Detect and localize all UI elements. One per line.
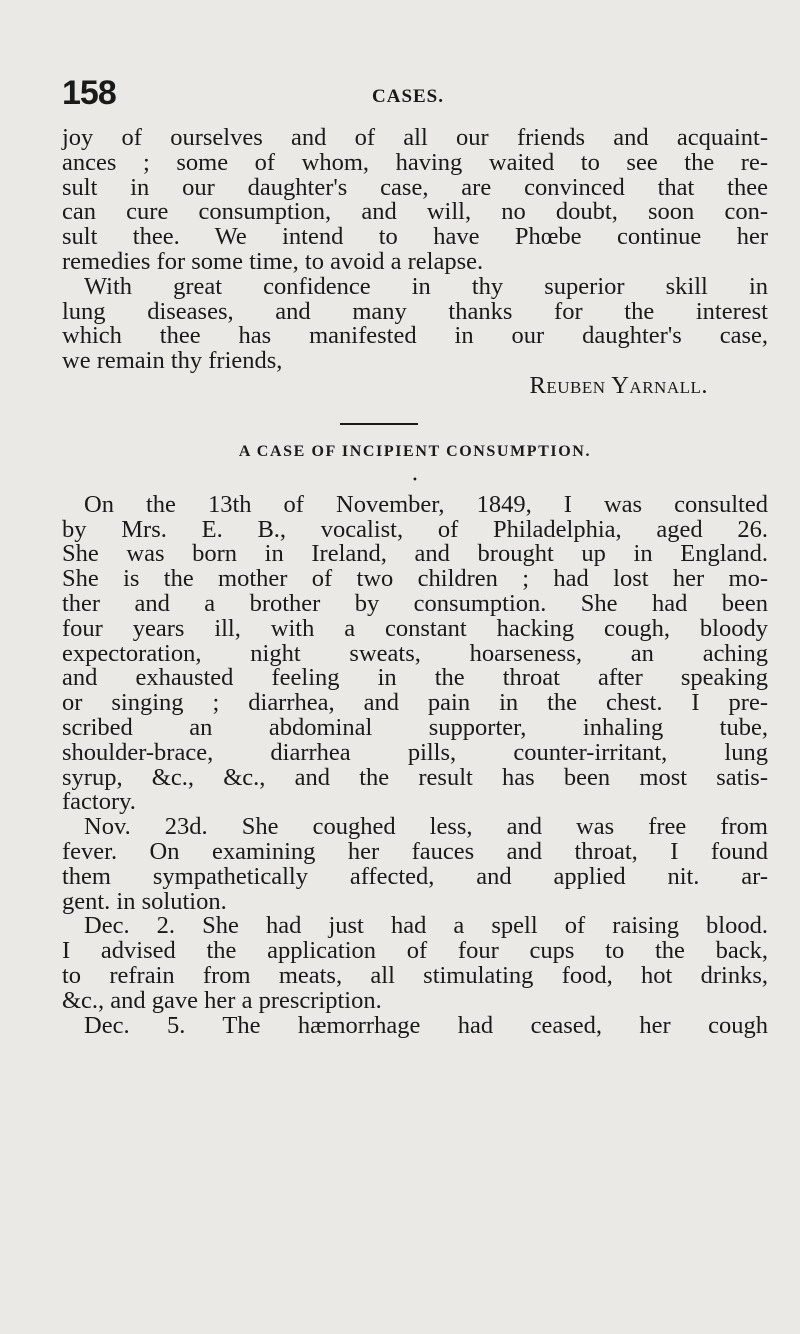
text-line: which thee has manifested in our daughter's case,	[62, 322, 768, 350]
text-line: &c., and gave her a prescription.	[62, 986, 382, 1014]
text-line: fever. On examining her fauces and throat, I found	[62, 837, 768, 865]
text-line: She is the mother of two children ; had lost her mo-	[62, 565, 768, 593]
text-line: gent. in solution.	[62, 887, 227, 915]
text-line: ther and a brother by consumption. She had been	[62, 589, 768, 617]
text-block	[62, 126, 768, 1038]
page-header	[62, 74, 762, 114]
text-line: sult in our daughter's case, are convinced that thee	[62, 173, 768, 201]
text-line: With great confidence in thy superior skill in	[84, 272, 768, 300]
text-line: lung diseases, and many thanks for the interest	[62, 297, 768, 325]
signature: Reuben Yarnall.	[529, 371, 708, 399]
text-line: to refrain from meats, all stimulating food, hot drinks,	[62, 961, 768, 989]
page-number: 158	[62, 74, 116, 112]
text-line: four years ill, with a constant hacking cough, bloody	[62, 614, 768, 642]
case-report	[62, 490, 768, 1039]
text-line: expectoration, night sweats, hoarseness, an aching	[62, 639, 768, 667]
text-line: shoulder-brace, diarrhea pills, counter-irritant, lung	[62, 738, 768, 766]
text-line: sult thee. We intend to have Phœbe continue her	[62, 223, 768, 251]
text-line: ances ; some of whom, having waited to see the re-	[62, 148, 768, 176]
text-line: remedies for some time, to avoid a relapse.	[62, 247, 484, 275]
section-divider	[340, 423, 418, 425]
text-line: syrup, &c., &c., and the result has been most satis-	[62, 763, 768, 791]
text-line: Dec. 2. She had just had a spell of raising blood.	[84, 912, 768, 940]
bullet-mark: •	[412, 474, 418, 486]
text-line: I advised the application of four cups to the back,	[62, 937, 768, 965]
text-line: factory.	[62, 788, 136, 816]
text-line: She was born in Ireland, and brought up in England.	[62, 540, 768, 568]
text-line: and exhausted feeling in the throat after speaking	[62, 664, 768, 692]
text-line: can cure consumption, and will, no doubt, soon con-	[62, 198, 768, 226]
text-line: them sympathetically affected, and applied nit. ar-	[62, 862, 768, 890]
section-title: A CASE OF INCIPIENT CONSUMPTION.	[238, 442, 592, 460]
text-line: joy of ourselves and of all our friends and acquaint-	[62, 124, 768, 151]
text-line: scribed an abdominal supporter, inhaling tube,	[62, 713, 768, 741]
text-line: On the 13th of November, 1849, I was consulted	[84, 490, 768, 518]
running-head: CASES.	[372, 86, 444, 107]
text-line: by Mrs. E. B., vocalist, of Philadelphia, aged 26.	[62, 515, 768, 543]
text-line: Nov. 23d. She coughed less, and was free from	[84, 813, 768, 841]
text-line: we remain thy friends,	[62, 347, 283, 375]
text-line: or singing ; diarrhea, and pain in the chest. I pre-	[62, 689, 768, 717]
letter-closing	[62, 126, 768, 399]
text-line: Dec. 5. The hæmorrhage had ceased, her cough	[84, 1011, 768, 1039]
